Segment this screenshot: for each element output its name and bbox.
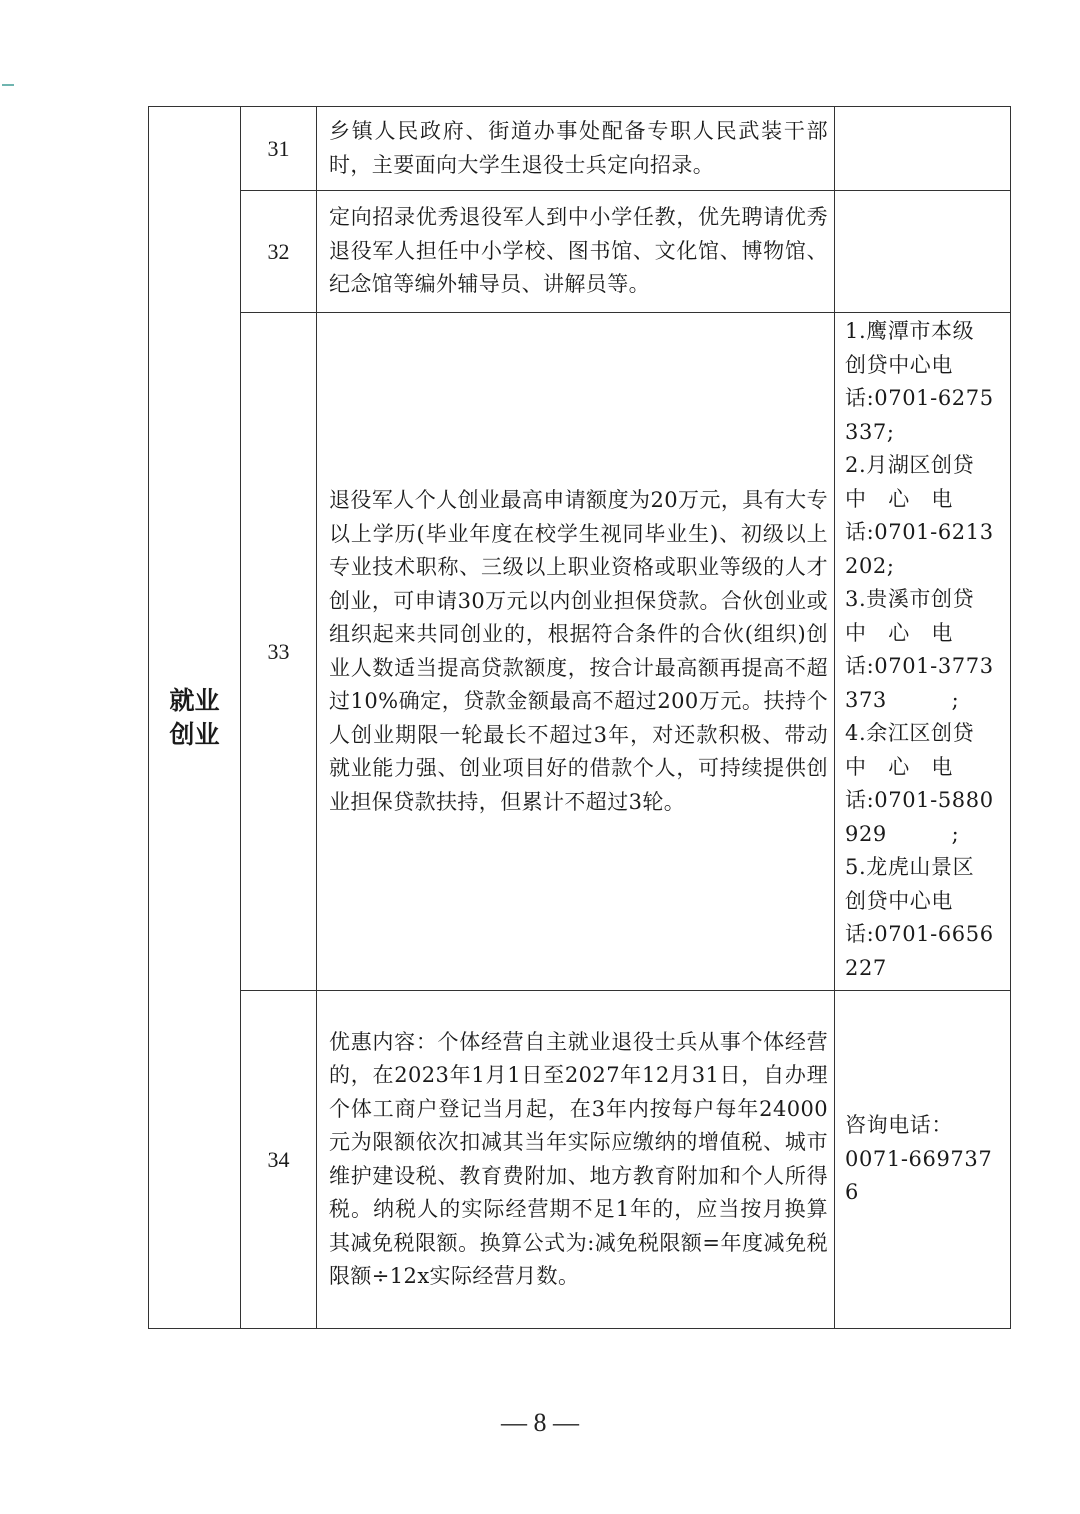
contact-line: 咨询电话： bbox=[845, 1113, 953, 1138]
contact-line: 202; bbox=[845, 553, 895, 578]
category-cell bbox=[149, 107, 241, 1329]
contact-cell bbox=[835, 107, 1011, 191]
contact-cell bbox=[835, 313, 1011, 991]
table-row bbox=[149, 991, 1011, 1329]
contact-line: 话:0701-6656 bbox=[845, 922, 994, 946]
contact-line: 中 心 电 bbox=[845, 486, 953, 511]
page-number: — 8 — bbox=[501, 1408, 579, 1437]
contact-line: 话:0701-6213 bbox=[845, 520, 994, 544]
margin-mark bbox=[2, 84, 14, 86]
contact-line: 中 心 电 bbox=[845, 620, 953, 645]
contact-line: 337; bbox=[845, 419, 895, 444]
category-line: 就业 bbox=[169, 685, 220, 715]
policy-content: 定向招录优秀退役军人到中小学任教，优先聘请优秀退役军人担任中小学校、图书馆、文化馆、博物馆、纪念馆等编外辅导员、讲解员等。 bbox=[317, 191, 835, 313]
table-row bbox=[149, 107, 1011, 191]
row-number: 34 bbox=[241, 991, 317, 1329]
table-row bbox=[149, 191, 1011, 313]
contact-line: 创贷中心电 bbox=[845, 352, 953, 377]
contact-line: 5.龙虎山景区 bbox=[845, 855, 975, 879]
contact-line: 373 ; bbox=[845, 687, 960, 712]
contact-line: 创贷中心电 bbox=[845, 888, 953, 913]
contact-line: 2.月湖区创贷 bbox=[845, 453, 975, 477]
contact-line: 4.余江区创贷 bbox=[845, 721, 975, 745]
policy-content: 乡镇人民政府、街道办事处配备专职人民武装干部时，主要面向大学生退役士兵定向招录。 bbox=[317, 107, 835, 191]
contact-line: 中 心 电 bbox=[845, 754, 953, 779]
contact-line: 0071-6697376 bbox=[845, 1146, 993, 1205]
contact-line: 话:0701-5880 bbox=[845, 788, 994, 812]
contact-line: 929 ; bbox=[845, 821, 960, 846]
contact-cell bbox=[835, 991, 1011, 1329]
row-number: 31 bbox=[241, 107, 317, 191]
table-row bbox=[149, 313, 1011, 991]
contact-line: 3.贵溪市创贷 bbox=[845, 587, 975, 611]
contact-cell bbox=[835, 191, 1011, 313]
row-number: 32 bbox=[241, 191, 317, 313]
contact-line: 227 bbox=[845, 955, 887, 980]
category-line: 创业 bbox=[169, 719, 220, 749]
policy-content: 优惠内容：个体经营自主就业退役士兵从事个体经营的，在2023年1月1日至2027年12月31日，自办理个体工商户登记当月起，在3年内按每户每年24000元为限额依次扣减其当年实际应缴纳的增值税、城市维护建设税、教育费附加、地方教育附加和个人所得税。纳税人的实际经营期不足1年的，应当按月换算其减免税限额。换算公式为:减免税限额=年度减免税限额÷12x实际经营月数。 bbox=[317, 991, 835, 1329]
contact-line: 1.鹰潭市本级 bbox=[845, 319, 975, 343]
contact-line: 话:0701-3773 bbox=[845, 654, 994, 678]
contact-line: 话:0701-6275 bbox=[845, 386, 994, 410]
row-number: 33 bbox=[241, 313, 317, 991]
policy-table bbox=[148, 106, 1011, 1329]
policy-content: 退役军人个人创业最高申请额度为20万元，具有大专以上学历(毕业年度在校学生视同毕业生)、初级以上专业技术职称、三级以上职业资格或职业等级的人才创业，可申请30万元以内创业担保贷款。合伙创业或组织起来共同创业的，根据符合条件的合伙(组织)创业人数适当提高贷款额度，按合计最高额再提高不超过10%确定，贷款金额最高不超过200万元。扶持个人创业期限一轮最长不超过3年，对还款积极、带动就业能力强、创业项目好的借款个人，可持续提供创业担保贷款扶持，但累计不超过3轮。 bbox=[317, 313, 835, 991]
